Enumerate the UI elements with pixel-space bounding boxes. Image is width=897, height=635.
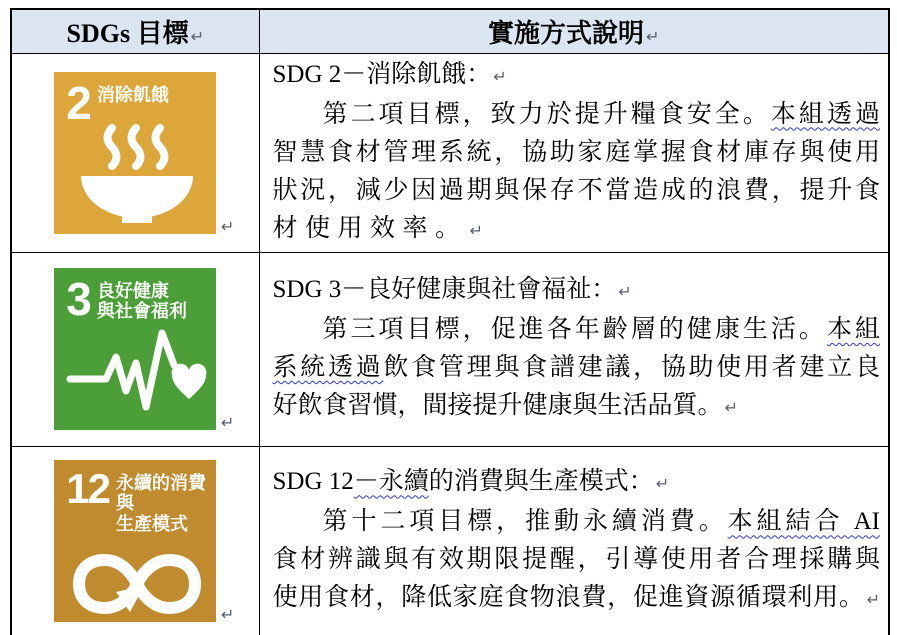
text-segment: 第三項目標，促進各年齡層的健康生活。 — [322, 316, 827, 343]
paragraph-mark: ↵ — [866, 590, 880, 610]
sdg12-number: 12 — [66, 465, 109, 513]
text-line — [273, 271, 881, 311]
text-line — [273, 134, 881, 172]
sdg3-number: 3 — [66, 273, 90, 325]
text-segment: SDG 12 — [272, 468, 354, 496]
header-col1-label: SDGs 目標 — [66, 18, 189, 48]
text-line — [273, 56, 881, 96]
sdg2-icon-cell — [11, 53, 259, 252]
paragraph-mark: ↵ — [220, 216, 235, 236]
table-row — [11, 446, 889, 635]
text-segment: 智慧食材管理系統，協助家庭掌握食材庫存與使用 — [272, 138, 880, 166]
sdg12-goal-tile: 12 永續的消費與 生產模式 — [54, 460, 216, 622]
paragraph-mark: ↵ — [618, 282, 632, 301]
text-line — [273, 311, 881, 349]
paragraph-mark: ↵ — [190, 26, 204, 46]
paragraph-mark: ↵ — [646, 26, 660, 46]
paragraph-mark: ↵ — [220, 413, 235, 432]
text-line — [273, 210, 881, 250]
sdg2-description-cell — [259, 53, 889, 252]
paragraph-mark: ↵ — [493, 66, 507, 86]
sdg12-title: 永續的消費與 — [115, 473, 206, 514]
spellcheck-flagged-text: 本組結合 AI — [727, 508, 880, 536]
paragraph-mark: ↵ — [220, 605, 235, 625]
spellcheck-flagged-text: 本組透過 — [770, 100, 880, 128]
text-line — [273, 579, 881, 619]
header-implementation — [259, 9, 889, 53]
paragraph-mark: ↵ — [724, 398, 738, 417]
text-segment: SDG 3－良好健康與社會福祉： — [272, 276, 617, 303]
spellcheck-flagged-text: －永續 — [353, 468, 429, 496]
table-header-row — [11, 9, 889, 53]
text-segment: 材使用效率。 — [272, 214, 468, 242]
header-sdgs-goal — [11, 9, 259, 53]
text-segment: 飲食管理與食譜建議，協助使用者建立良 — [383, 354, 880, 381]
text-line — [273, 172, 881, 210]
sdg2-number: 2 — [66, 76, 90, 129]
text-line — [273, 349, 881, 387]
sdg12-description-cell — [259, 446, 889, 635]
text-segment: 第二項目標，致力於提升糧食安全。 — [322, 100, 771, 128]
text-segment: 食材辨識與有效期限提醒，引導使用者合理採購與 — [272, 546, 880, 574]
sdg12-icon-cell — [11, 446, 259, 635]
text-line — [273, 541, 881, 579]
sdg-table — [10, 8, 890, 635]
paragraph-mark: ↵ — [655, 474, 670, 494]
table-row — [11, 53, 889, 252]
infinity-arrow-icon — [66, 534, 208, 634]
sdg3-description-cell — [259, 252, 889, 446]
text-segment: SDG 2－消除飢餓： — [272, 60, 492, 88]
header-col2-label: 實施方式說明 — [488, 18, 645, 48]
sdg2-goal-tile — [54, 72, 216, 234]
table-row — [11, 252, 889, 446]
text-line — [273, 503, 881, 541]
text-line — [273, 96, 881, 134]
text-segment: 第十二項目標，推動永續消費。 — [322, 508, 728, 536]
spellcheck-flagged-text: 本組 — [826, 316, 880, 343]
sdg3-icon-cell — [11, 252, 259, 446]
spellcheck-flagged-text: 系統透過 — [272, 354, 384, 381]
text-segment: 使用食材，降低家庭食物浪費，促進資源循環利用。 — [272, 584, 865, 612]
sdg2-title: 消除飢餓 — [96, 84, 169, 105]
heartbeat-heart-icon — [66, 321, 208, 419]
sdg3-goal-tile: 3 良好健康 與社會福利 — [54, 268, 216, 430]
paragraph-mark: ↵ — [469, 220, 491, 240]
bowl-steam-icon — [66, 124, 208, 226]
sdg3-title: 良好健康 — [96, 281, 169, 301]
text-segment: 好飲食習慣，間接提升健康與生活品質。 — [272, 392, 723, 419]
text-line — [273, 463, 881, 503]
text-segment: 狀況，減少因過期與保存不當造成的浪費，提升食 — [272, 176, 880, 204]
text-line — [273, 387, 881, 427]
text-segment: 的消費與生產模式： — [428, 468, 654, 496]
